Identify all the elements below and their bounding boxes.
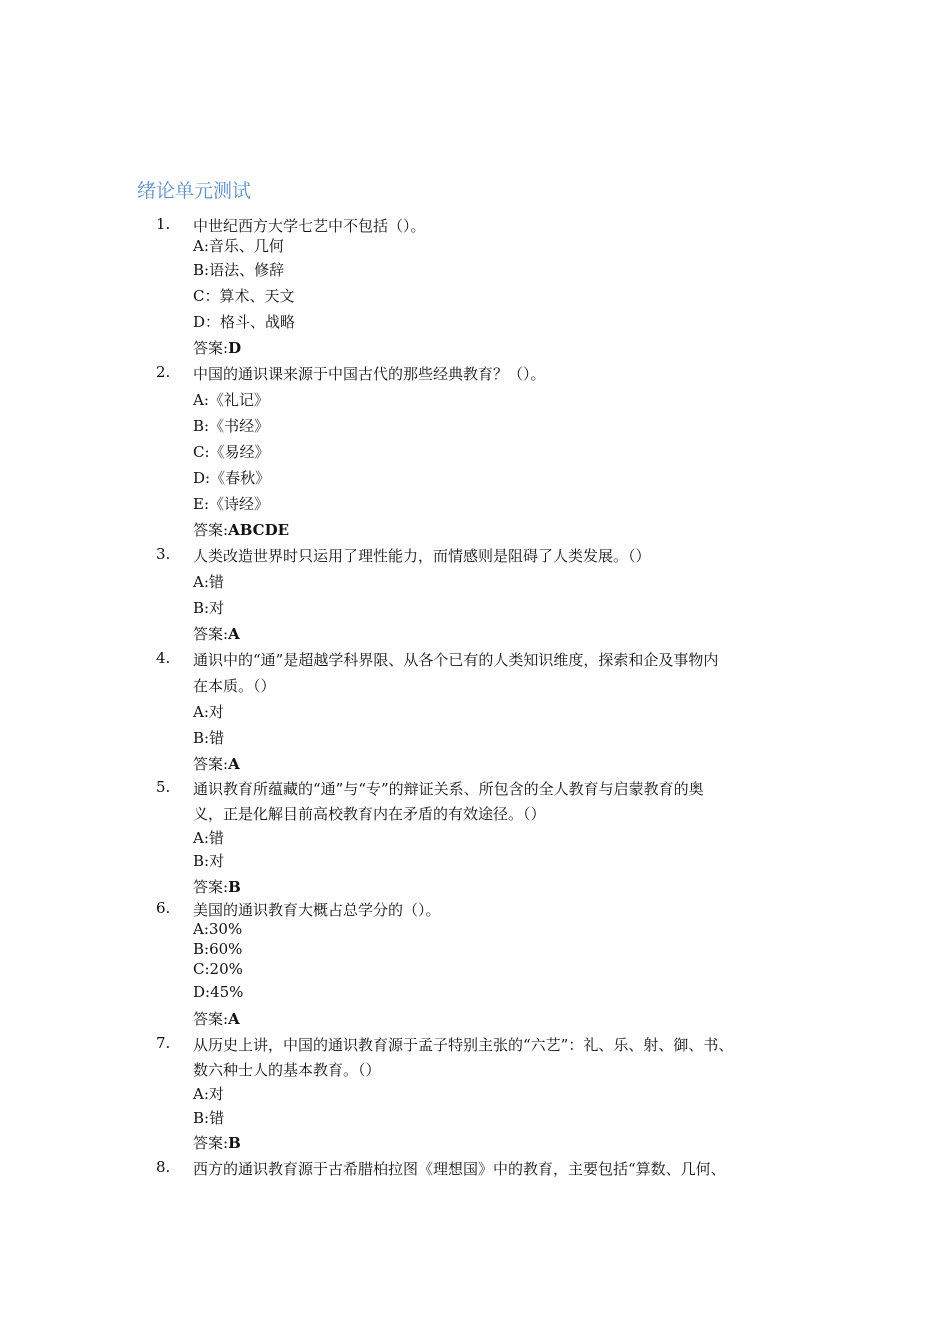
answer-value: A: [228, 625, 240, 643]
answer-option: A:错: [193, 829, 224, 847]
answer-value: B: [228, 878, 241, 896]
answer-label: 答案:: [193, 1010, 229, 1028]
answer-value: ABCDE: [228, 521, 290, 539]
answer-label: 答案:: [193, 755, 229, 773]
answer-label: 答案:: [193, 878, 229, 896]
answer-line: [193, 1008, 240, 1029]
answer-value: B: [228, 1134, 241, 1152]
answer-option: B:60%: [193, 940, 243, 958]
answer-option: C:《易经》: [193, 443, 270, 461]
question-number: 4.: [156, 649, 171, 667]
question-number: 3.: [156, 545, 171, 563]
question-text: 西方的通识教育源于古希腊柏拉图《理想国》中的教育，主要包括“算数、几何、: [193, 1160, 726, 1178]
question-text: 美国的通识教育大概占总学分的（）。: [193, 901, 441, 919]
answer-option: B:对: [193, 852, 225, 870]
answer-line: [193, 876, 241, 897]
answer-option: A:音乐、几何: [193, 237, 284, 255]
section-title: 绪论单元测试: [137, 180, 252, 202]
question-text: 通识中的“通”是超越学科界限、从各个已有的人类知识维度，探索和企及事物内: [193, 651, 719, 669]
answer-value: A: [228, 755, 240, 773]
question-number: 8.: [156, 1158, 171, 1176]
question-text: 在本质。（）: [193, 677, 276, 695]
answer-value: A: [228, 1010, 240, 1028]
answer-option: D：格斗、战略: [193, 313, 296, 331]
question-text: 通识教育所蕴藏的“通”与“专”的辩证关系、所包含的全人教育与启蒙教育的奥: [193, 780, 704, 798]
answer-option: C:20%: [193, 960, 243, 978]
question-text: 义，正是化解目前高校教育内在矛盾的有效途径。（）: [193, 805, 546, 823]
question-number: 5.: [156, 778, 171, 796]
answer-label: 答案:: [193, 1134, 229, 1152]
answer-option: A:《礼记》: [193, 391, 269, 409]
answer-option: B:《书经》: [193, 417, 270, 435]
answer-line: [193, 1132, 241, 1153]
answer-label: 答案:: [193, 521, 229, 539]
answer-option: A:30%: [193, 920, 243, 938]
question-number: 7.: [156, 1034, 171, 1052]
answer-label: 答案:: [193, 339, 229, 357]
answer-option: B:错: [193, 1109, 225, 1127]
question-text: 中世纪西方大学七艺中不包括（）。: [193, 217, 426, 235]
answer-option: C：算术、天文: [193, 287, 295, 305]
question-number: 6.: [156, 899, 171, 917]
question-text: 人类改造世界时只运用了理性能力，而情感则是阻碍了人类发展。（）: [193, 547, 651, 565]
answer-option: B:语法、修辞: [193, 261, 285, 279]
answer-option: B:错: [193, 729, 225, 747]
answer-option: D:45%: [193, 983, 244, 1001]
question-text: 中国的通识课来源于中国古代的那些经典教育？（）。: [193, 365, 546, 383]
answer-option: B:对: [193, 599, 225, 617]
answer-line: [193, 753, 240, 774]
answer-line: [193, 519, 289, 540]
answer-line: [193, 337, 241, 358]
answer-option: E:《诗经》: [193, 495, 270, 513]
question-text: 从历史上讲，中国的通识教育源于孟子特别主张的“六艺”：礼、乐、射、御、书、: [193, 1036, 734, 1054]
question-number: 2.: [156, 363, 171, 381]
question-text: 数六种士人的基本教育。（）: [193, 1061, 381, 1079]
answer-value: D: [228, 339, 242, 357]
answer-line: [193, 623, 240, 644]
answer-option: A:对: [193, 1085, 224, 1103]
answer-option: A:错: [193, 573, 224, 591]
answer-option: D:《春秋》: [193, 469, 271, 487]
answer-option: A:对: [193, 703, 224, 721]
question-number: 1.: [156, 215, 171, 233]
answer-label: 答案:: [193, 625, 229, 643]
